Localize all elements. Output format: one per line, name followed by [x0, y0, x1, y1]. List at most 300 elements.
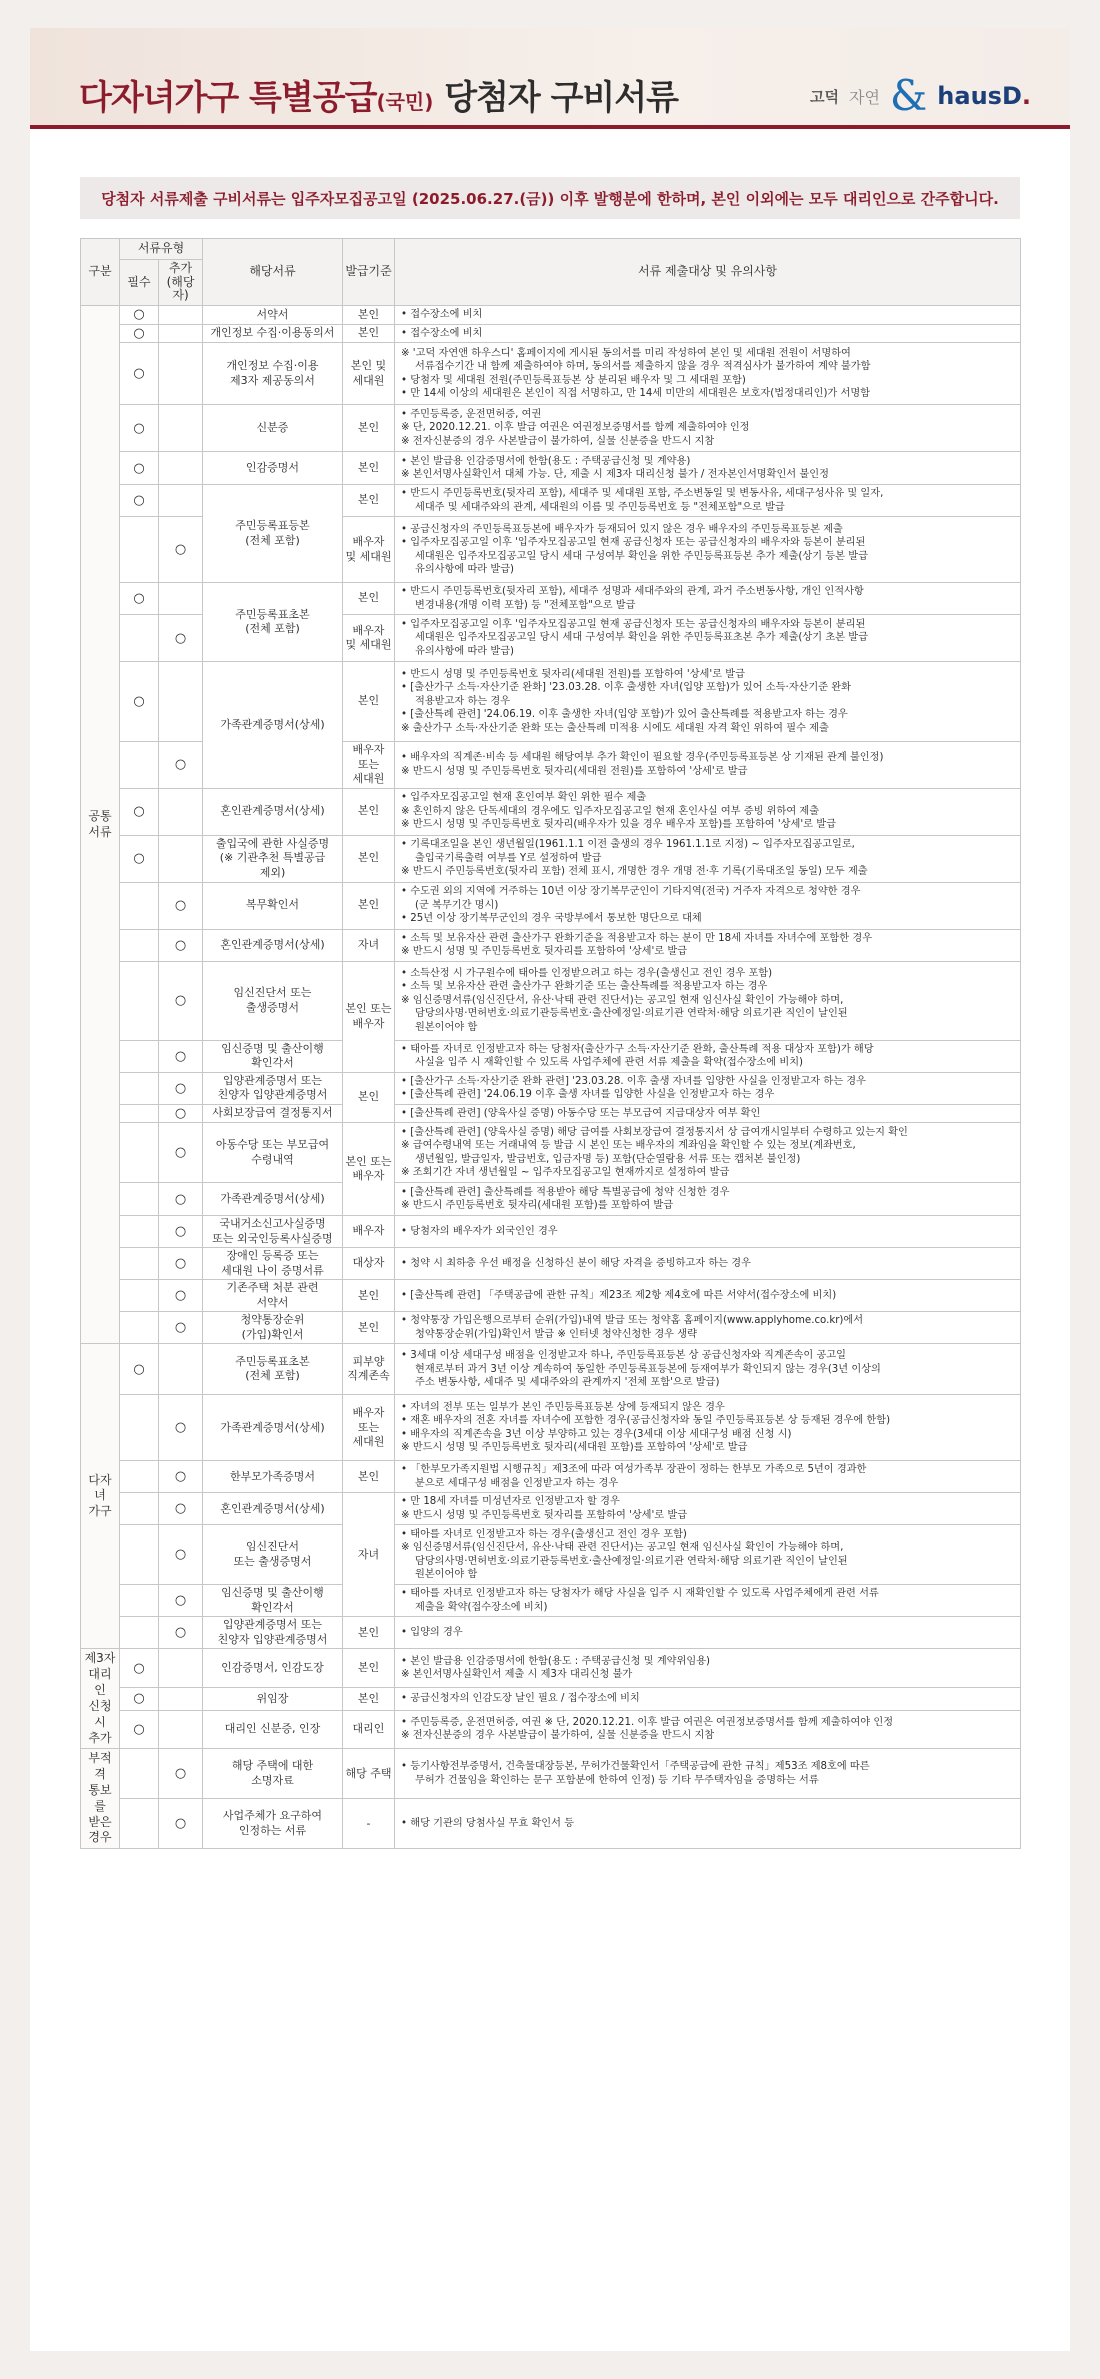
document-name	[203, 1395, 343, 1461]
note-line: 주소 변동사항, 세대주 및 세대주와의 관계까지 '전체 포함'으로 발급)	[415, 1377, 720, 1389]
note-line: ※ 반드시 성명 및 주민등록번호 뒷자리를 포함하여 '상세'로 발급	[401, 1509, 688, 1521]
issue-basis-line: 또는	[357, 757, 380, 771]
issue-basis-line: 배우자	[352, 623, 385, 637]
note-line: • [출산특례 관련] '24.06.19 이후 출생 자녀를 입양한 사실을 인정받고자 하는 경우	[401, 1089, 775, 1101]
issue-basis-line: 배우자	[352, 535, 385, 549]
table-row	[81, 1183, 1021, 1216]
submission-notes	[395, 405, 1021, 452]
issue-basis-line: 본인	[357, 460, 380, 474]
issue-basis-line: 본인	[357, 1288, 380, 1302]
required-mark: ○	[120, 324, 159, 342]
table-row	[81, 1072, 1021, 1104]
note-line: 세대주 및 세대주와의 관계, 세대원의 이름 및 주민등록번호 등 "전체포함"으로 발급	[415, 501, 785, 513]
note-line: • 배우자의 직계존속을 3년 이상 부양하고 있는 경우(3세대 이상 세대구성 배점 신청 시)	[401, 1428, 792, 1440]
table-row	[81, 1649, 1021, 1688]
table-row	[81, 1617, 1021, 1649]
issue-basis	[343, 324, 395, 342]
note-line: ※ 조회기간 자녀 생년월일 ~ 입주자모집공고일 현재까지로 설정하여 발급	[401, 1167, 730, 1179]
note-line: • 태아를 자녀로 인정받고자 하는 당첨자(출산가구 소득·자산기준 완화, 출산특례 적용 대상자 포함)가 해당	[401, 1043, 874, 1055]
note-line: • 만 14세 이상의 세대원은 본인이 직접 서명하고, 만 14세 미만의 세대원은 보호자(법정대리인)가 서명함	[401, 388, 871, 400]
issue-basis-line: 본인 및	[350, 359, 387, 373]
document-name	[203, 1799, 343, 1849]
issue-basis	[343, 1617, 395, 1649]
submission-notes	[395, 1280, 1021, 1312]
additional-mark: ○	[159, 929, 203, 961]
note-line: • 입주자모집공고일 이후 '입주자모집공고일 현재 공급신청자 또는 공급신청자의 배우자와 등본이 분리된	[401, 618, 866, 630]
table-row	[81, 324, 1021, 342]
document-name-line: 주민등록표등본	[235, 519, 310, 533]
additional-mark	[159, 1344, 203, 1395]
issue-basis	[343, 1344, 395, 1395]
table-row	[81, 485, 1021, 517]
note-line: 무허가 건물임을 확인하는 문구 포함분에 한하여 인정) 등 기타 무주택자임을 증명하는 서류	[415, 1774, 819, 1786]
submission-notes	[395, 1104, 1021, 1122]
submission-notes	[395, 1072, 1021, 1104]
document-name	[203, 583, 343, 662]
additional-mark: ○	[159, 1749, 203, 1799]
additional-mark: ○	[159, 517, 203, 583]
note-line: ※ 반드시 성명 및 주민등록번호 뒷자리(배우자가 있을 경우 배우자 포함)를 포함하여 '상세'로 발급	[401, 819, 836, 831]
header-document: 해당서류	[203, 239, 343, 306]
submission-notes	[395, 961, 1021, 1040]
required-mark	[120, 1216, 159, 1248]
note-line: ※ 임신증명서류(임신진단서, 유산·낙태 관련 진단서)는 공고일 현재 임신사실 확인이 가능해야 하며,	[401, 1542, 844, 1554]
note-line: • 입양의 경우	[401, 1627, 463, 1639]
submission-notes	[395, 485, 1021, 517]
issue-basis-line: 자녀	[357, 1547, 380, 1561]
required-mark: ○	[120, 343, 159, 405]
document-name-line: 친양자 입양관계증명서	[217, 1632, 328, 1646]
additional-mark: ○	[159, 1216, 203, 1248]
additional-mark	[159, 324, 203, 342]
document-name-line: 복무확인서	[245, 898, 300, 912]
note-line: 적용받고자 하는 경우	[415, 695, 511, 707]
additional-mark	[159, 343, 203, 405]
document-name-line: 혼인관계증명서(상세)	[220, 1501, 325, 1515]
required-mark	[120, 742, 159, 789]
issue-basis-line: 본인	[357, 1320, 380, 1334]
required-mark: ○	[120, 452, 159, 485]
logo-brand-name: hausD	[937, 82, 1022, 110]
submission-notes	[395, 615, 1021, 662]
table-row	[81, 1493, 1021, 1525]
issue-basis-line: 배우자	[352, 1224, 385, 1238]
note-line: 출입국기록출력 여부를 Y로 설정하여 발급	[415, 852, 602, 864]
table-row	[81, 835, 1021, 882]
note-line: 담당의사명·면허번호·의료기관등록번호·출산예정일·의료기관 연락처·해당 의료기관 직인이 날인된	[415, 1008, 848, 1020]
document-name-line: (전체 포함)	[245, 533, 300, 547]
note-line: 제출을 확약(접수장소에 비치)	[415, 1601, 548, 1613]
note-line: • 재혼 배우자의 전혼 자녀를 자녀수에 포함한 경우(공급신청자와 동일 주민등록표등본 상 등재된 경우에 한함)	[401, 1415, 891, 1427]
document-name-line: 친양자 입양관계증명서	[217, 1088, 328, 1102]
note-line: • 청약통장 가입은행으로부터 순위(가입)내역 발급 또는 청약홈 홈페이지(www.applyhome.co.kr)에서	[401, 1315, 864, 1327]
issue-basis-line: -	[366, 1816, 371, 1830]
group-label-line: 서류	[88, 824, 112, 839]
document-name	[203, 1072, 343, 1104]
document-name-line: 소명자료	[251, 1773, 294, 1787]
document-name-line: 가족관계증명서(상세)	[220, 1420, 325, 1434]
header-category: 구분	[81, 239, 120, 306]
issue-basis	[343, 1710, 395, 1749]
note-line: 담당의사명·면허번호·의료기관등록번호·출산예정일·의료기관 연락처·해당 의료기관 직인이 날인된	[415, 1555, 848, 1567]
table-row	[81, 1688, 1021, 1710]
submission-notes	[395, 1040, 1021, 1072]
issue-basis-line: 및 세대원	[345, 549, 392, 563]
submission-notes	[395, 306, 1021, 324]
note-line: 서류접수기간 내 함께 제출하여야 하며, 동의서를 제출하지 않을 경우 적격심사가 불가하여 계약 불가함	[415, 361, 871, 373]
issue-basis	[343, 961, 395, 1072]
document-name	[203, 1710, 343, 1749]
additional-mark	[159, 452, 203, 485]
document-name	[203, 1312, 343, 1344]
note-line: 세대원은 입주자모집공고일 당시 세대 구성여부 확인을 위한 주민등록표등본 추가 제출(상기 등본 발급	[415, 550, 868, 562]
required-mark: ○	[120, 835, 159, 882]
note-line: 생년월일, 발급일자, 발급번호, 입금자명 등) 포함(단순열람용 서류 또는 캡처본 불인정)	[415, 1153, 801, 1165]
required-mark	[120, 882, 159, 929]
note-line: • 소득 및 보유자산 관련 출산가구 완화기준 또는 출산특례를 적용받고자 하는 경우	[401, 981, 768, 993]
note-line: 원본이어야 함	[415, 1021, 478, 1033]
issue-basis-line: 본인	[357, 420, 380, 434]
issue-basis-line: 자녀	[357, 937, 380, 951]
additional-mark: ○	[159, 1072, 203, 1104]
note-line: • 소득 및 보유자산 관련 출산가구 완화기준을 적용받고자 하는 분이 만 18세 자녀를 자녀수에 포함한 경우	[401, 932, 873, 944]
note-line: • 접수장소에 비치	[401, 309, 483, 321]
required-mark: ○	[120, 485, 159, 517]
document-name-line: 입양관계증명서 또는	[222, 1073, 323, 1087]
issue-basis	[343, 1216, 395, 1248]
title-rest: 당첨자 구비서류	[433, 78, 678, 118]
document-name	[203, 1688, 343, 1710]
document-name-line: 서약서	[256, 307, 289, 321]
additional-mark: ○	[159, 1312, 203, 1344]
issue-basis-line: 본인 또는	[345, 1154, 392, 1168]
note-line: ※ 반드시 성명 및 주민등록번호 뒷자리(세대원 포함)를 포함하여 '상세'로 발급	[401, 1442, 748, 1454]
note-line: ※ 전자신분증의 경우 사본발급이 불가하여, 실물 신분증을 반드시 지참	[401, 435, 715, 447]
note-line: • 접수장소에 비치	[401, 327, 483, 339]
document-name-line: 세대원 나이 증명서류	[221, 1263, 324, 1277]
submission-notes	[395, 1395, 1021, 1461]
document-name	[203, 324, 343, 342]
required-mark	[120, 615, 159, 662]
required-mark: ○	[120, 405, 159, 452]
required-mark	[120, 1395, 159, 1461]
document-name	[203, 788, 343, 835]
issue-basis	[343, 405, 395, 452]
document-name-line: 인정하는 서류	[238, 1823, 307, 1837]
additional-mark: ○	[159, 1183, 203, 1216]
note-line: 사실을 입주 시 재확인할 수 있도록 사업주체에 관련 서류 제출을 확약(접수장소에 비치)	[415, 1057, 804, 1069]
table-row	[81, 788, 1021, 835]
issue-basis-line: 본인	[357, 591, 380, 605]
document-name-line: 출생증명서	[245, 1000, 300, 1014]
issue-basis-line: 피부양	[352, 1354, 385, 1368]
issue-basis-line: 세대원	[352, 1435, 385, 1449]
submission-notes	[395, 788, 1021, 835]
document-name-line: 확인각서	[251, 1600, 294, 1614]
logo-ampersand: &	[889, 71, 928, 120]
note-line: • 3세대 이상 세대구성 배점을 인정받고자 하나, 주민등록표등본 상 공급신청자와 직계존속이 공고일	[401, 1350, 846, 1362]
submission-notes	[395, 1123, 1021, 1183]
issue-basis	[343, 1072, 395, 1122]
submission-notes	[395, 1525, 1021, 1585]
document-name-line: 수령내역	[251, 1152, 294, 1166]
table-row	[81, 452, 1021, 485]
note-line: 원본이어야 함	[415, 1569, 478, 1581]
document-name	[203, 1104, 343, 1122]
logo-brand	[937, 82, 1031, 110]
submission-notes	[395, 1649, 1021, 1688]
document-name	[203, 662, 343, 789]
note-line: ※ 급여수령내역 또는 거래내역 등 발급 시 본인 또는 배우자의 계좌임을 확인할 수 있는 정보(계좌번호,	[401, 1140, 856, 1152]
note-line: • 본인 발급용 인감증명서에 한함(용도 : 주택공급신청 및 계약용)	[401, 455, 691, 467]
issue-basis	[343, 343, 395, 405]
document-name-line: 임신증명 및 출산이행	[221, 1586, 324, 1600]
document-name	[203, 1493, 343, 1525]
header-divider	[30, 125, 1070, 129]
submission-notes	[395, 1688, 1021, 1710]
title-sub: (국민)	[376, 90, 434, 114]
document-name	[203, 1585, 343, 1617]
note-line: (군 복무기간 명시)	[415, 899, 499, 911]
additional-mark	[159, 306, 203, 324]
issue-basis-line: 세대원	[352, 373, 385, 387]
document-name	[203, 835, 343, 882]
required-mark	[120, 1072, 159, 1104]
note-line: • 해당 기관의 당첨사실 무효 확인서 등	[401, 1818, 575, 1830]
issue-basis-line: 대리인	[352, 1722, 385, 1736]
additional-mark	[159, 583, 203, 615]
issue-basis	[343, 1749, 395, 1799]
note-line: ※ 혼인하지 않은 단독세대의 경우에도 입주자모집공고일 현재 혼인사실 여부 증빙 위하여 제출	[401, 805, 820, 817]
document-name-line: 혼인관계증명서(상세)	[220, 804, 325, 818]
required-mark	[120, 929, 159, 961]
page-header	[30, 28, 1070, 125]
document-name-line: 청약통장순위	[240, 1313, 305, 1327]
document-name-line: 출입국에 관한 사실증명	[215, 836, 330, 850]
submission-notes	[395, 452, 1021, 485]
note-line: ※ 전자신분증의 경우 사본발급이 불가하여, 실물 신분증을 반드시 지참	[401, 1730, 715, 1742]
logo-text-godeok: 고덕	[810, 87, 839, 106]
table-row	[81, 1344, 1021, 1395]
group-proxy	[81, 1649, 120, 1749]
additional-mark	[159, 662, 203, 742]
issue-basis-line: 직계존속	[347, 1369, 390, 1383]
additional-mark: ○	[159, 1395, 203, 1461]
submission-notes	[395, 1710, 1021, 1749]
document-name	[203, 1280, 343, 1312]
header-notes: 서류 제출대상 및 유의사항	[395, 239, 1021, 306]
issue-basis	[343, 1688, 395, 1710]
required-mark	[120, 517, 159, 583]
table-row	[81, 343, 1021, 405]
group-unfit-notice	[81, 1749, 120, 1849]
required-mark	[120, 1525, 159, 1585]
additional-mark	[159, 1688, 203, 1710]
table-row	[81, 1749, 1021, 1799]
required-mark	[120, 1280, 159, 1312]
group-multichild	[81, 1344, 120, 1649]
required-mark	[120, 1248, 159, 1280]
issue-basis	[343, 788, 395, 835]
group-label-line: 공통	[88, 808, 112, 823]
note-line: 유의사항에 따라 발급)	[415, 564, 515, 576]
note-line: • 본인 발급용 인감증명서에 한함(용도 : 주택공급신청 및 계약위임용)	[401, 1655, 711, 1667]
required-mark	[120, 1123, 159, 1183]
issue-basis-line: 본인	[357, 694, 380, 708]
note-line: 세대원은 입주자모집공고일 당시 세대 구성여부 확인을 위한 주민등록표초본 추가 제출(상기 초본 발급	[415, 632, 868, 644]
submission-notes	[395, 1461, 1021, 1493]
required-mark: ○	[120, 306, 159, 324]
issue-basis-line: 및 세대원	[345, 638, 392, 652]
note-line: • [출산특례 관련] 출산특례를 적용받아 해당 특별공급에 청약 신청한 경우	[401, 1186, 730, 1198]
note-line: • 소득산정 시 가구원수에 태아를 인정받으려고 하는 경우(출생신고 전인 경우 포함)	[401, 968, 773, 980]
submission-notes	[395, 929, 1021, 961]
required-mark	[120, 1312, 159, 1344]
document-name	[203, 882, 343, 929]
required-mark: ○	[120, 1710, 159, 1749]
table-row	[81, 405, 1021, 452]
additional-mark	[159, 1649, 203, 1688]
additional-mark: ○	[159, 1104, 203, 1122]
note-line: • 만 18세 자녀를 미성년자로 인정받고자 할 경우	[401, 1496, 620, 1508]
issue-basis	[343, 662, 395, 742]
note-line: ※ 반드시 주민등록번호 뒷자리(세대원 포함)를 포함하여 발급	[401, 1200, 674, 1212]
additional-mark	[159, 485, 203, 517]
header-additional-sub: (해당자)	[166, 274, 195, 303]
note-line: • 태아를 자녀로 인정받고자 하는 당첨자가 해당 사실을 입주 시 재확인할 수 있도록 사업주체에게 관련 서류	[401, 1588, 879, 1600]
header-additional-label: 추가	[168, 260, 193, 275]
additional-mark: ○	[159, 615, 203, 662]
document-name-line: (전체 포함)	[245, 1369, 300, 1383]
required-mark: ○	[120, 583, 159, 615]
document-name-line: 또는 외국인등록사실증명	[212, 1231, 333, 1245]
note-line: • 태아를 자녀로 인정받고자 하는 경우(출생신고 전인 경우 포함)	[401, 1528, 687, 1540]
issue-basis-line: 배우자	[352, 743, 385, 757]
note-line: • 기록대조일을 본인 생년월일(1961.1.1 이전 출생의 경우 1961.1.1로 지정) ~ 입주자모집공고일로,	[401, 839, 855, 851]
note-line: • [출산가구 소득·자산기준 완화] '23.03.28. 이후 출생한 자녀(입양 포함)가 있어 소득·자산기준 완화	[401, 682, 852, 694]
issue-basis	[343, 1799, 395, 1849]
submission-notes	[395, 517, 1021, 583]
note-line: • [출산특례 관련] (양육사실 증명) 해당 급여를 사회보장급여 결정통지서 상 급여개시일부터 수령하고 있는지 확인	[401, 1126, 908, 1138]
additional-mark	[159, 405, 203, 452]
issue-basis-line: 본인	[357, 1469, 380, 1483]
document-name	[203, 343, 343, 405]
required-mark	[120, 1461, 159, 1493]
document-name-line: 임신증명 및 출산이행	[221, 1041, 324, 1055]
group-label-line: 통보를	[88, 1783, 112, 1813]
note-line: ※ '고덕 자연앤 하우스디' 홈페이지에 게시된 동의서를 미리 작성하여 본인 및 세대원 전원이 서명하여	[401, 347, 851, 359]
notice-banner: 당첨자 서류제출 구비서류는 입주자모집공고일 (2025.06.27.(금)) 이후 발행분에 한하며, 본인 이외에는 모두 대리인으로 간주합니다.	[80, 177, 1020, 219]
issue-basis-line: 본인	[357, 851, 380, 865]
additional-mark: ○	[159, 1123, 203, 1183]
required-mark	[120, 1617, 159, 1649]
note-line: • 「한부모가족지원법 시행규칙」제3조에 따라 여성가족부 장관이 정하는 한부모 가족으로 5년이 경과한	[401, 1464, 867, 1476]
issue-basis	[343, 1123, 395, 1216]
table-row	[81, 306, 1021, 324]
document-name	[203, 1525, 343, 1585]
header-required: 필수	[120, 259, 159, 305]
note-line: 변경내용(개명 이력 포함) 등 "전체포함"으로 발급	[415, 599, 636, 611]
document-name	[203, 452, 343, 485]
issue-basis-line: 본인	[357, 898, 380, 912]
document-name-line: 또는 출생증명서	[233, 1554, 312, 1568]
issue-basis-line: 배우자	[352, 1406, 385, 1420]
additional-mark: ○	[159, 1461, 203, 1493]
required-mark	[120, 1040, 159, 1072]
required-mark: ○	[120, 1344, 159, 1395]
brand-logo	[810, 71, 1031, 120]
note-line: 유의사항에 따라 발급)	[415, 645, 515, 657]
submission-notes	[395, 662, 1021, 742]
document-name-line: 사회보장급여 결정통지서	[212, 1106, 333, 1120]
issue-basis-line: 본인	[357, 804, 380, 818]
issue-basis-line: 본인	[357, 1625, 380, 1639]
table-body	[81, 306, 1021, 1849]
issue-basis	[343, 615, 395, 662]
note-line: • [출산특례 관련] (양육사실 증명) 아동수당 또는 부모급여 지급대상자 여부 확인	[401, 1107, 761, 1119]
note-line: • 수도권 외의 지역에 거주하는 10년 이상 장기복무군인이 기타지역(전국) 거주자 자격으로 청약한 경우	[401, 886, 861, 898]
note-line: • 당첨자 및 세대원 전원(주민등록표등본 상 분리된 배우자 및 그 세대원 포함)	[401, 374, 746, 386]
header-doc-type: 서류유형	[120, 239, 203, 260]
additional-mark: ○	[159, 1799, 203, 1849]
submission-notes	[395, 1617, 1021, 1649]
additional-mark	[159, 788, 203, 835]
document-name-line: 인감증명서, 인감도장	[221, 1661, 324, 1675]
note-line: ※ 반드시 주민등록번호(뒷자리 포함) 전체 표시, 개명한 경우 개명 전·후 기록(기록대조일 동일) 모두 제출	[401, 866, 868, 878]
group-label-line: 제3자	[84, 1651, 116, 1666]
document-name-line: 제3자 제공동의서	[230, 373, 315, 387]
header-issue-basis: 발급기준	[343, 239, 395, 306]
document-name-line: 제외)	[259, 865, 286, 879]
submission-notes	[395, 835, 1021, 882]
document-name	[203, 1617, 343, 1649]
note-line: • 청약 시 최하층 우선 배정을 신청하신 분이 해당 자격을 증빙하고자 하는 경우	[401, 1258, 751, 1269]
document-name-line: 입양관계증명서 또는	[222, 1618, 323, 1632]
additional-mark: ○	[159, 882, 203, 929]
note-line: • 주민등록증, 운전면허증, 여권 ※ 단, 2020.12.21. 이후 발급 여권은 여권정보증명서를 함께 제출하여야 인정	[401, 1716, 894, 1728]
document-name	[203, 1461, 343, 1493]
note-line: ※ 임신증명서류(임신진단서, 유산·낙태 관련 진단서)는 공고일 현재 임신사실 확인이 가능해야 하며,	[401, 994, 844, 1006]
issue-basis-line: 본인	[357, 326, 380, 340]
issue-basis	[343, 882, 395, 929]
issue-basis-line: 대상자	[352, 1256, 385, 1270]
note-line: ※ 본인서명사실확인서 대체 가능. 단, 제출 시 제3자 대리신청 불가 / 전자본인서명확인서 불인정	[401, 469, 829, 481]
issue-basis	[343, 742, 395, 789]
document-name-line: 혼인관계증명서(상세)	[220, 937, 325, 951]
additional-mark: ○	[159, 1525, 203, 1585]
submission-notes	[395, 1585, 1021, 1617]
document-name-line: 아동수당 또는 부모급여	[215, 1138, 330, 1152]
table-row	[81, 1123, 1021, 1183]
table-row	[81, 1280, 1021, 1312]
document-name	[203, 405, 343, 452]
document-name	[203, 1344, 343, 1395]
table-row	[81, 1799, 1021, 1849]
issue-basis-line: 배우자	[352, 1169, 385, 1183]
submission-notes	[395, 1344, 1021, 1395]
group-label-line: 추가	[88, 1730, 112, 1745]
required-mark	[120, 1585, 159, 1617]
issue-basis	[343, 583, 395, 615]
group-label-line: 가구	[88, 1504, 112, 1519]
document-name	[203, 1040, 343, 1072]
note-line: • 반드시 주민등록번호(뒷자리 포함), 세대주 성명과 세대주와의 관계, 과거 주소변동사항, 개인 인적사항	[401, 586, 864, 598]
note-line: 분으로 세대구성 배점을 인정받고자 하는 경우	[415, 1477, 619, 1489]
document-name-line: (※ 기관추천 특별공급	[219, 851, 326, 865]
additional-mark: ○	[159, 1617, 203, 1649]
table-row	[81, 1216, 1021, 1248]
document-name-line: 해당 주택에 대한	[231, 1759, 314, 1773]
